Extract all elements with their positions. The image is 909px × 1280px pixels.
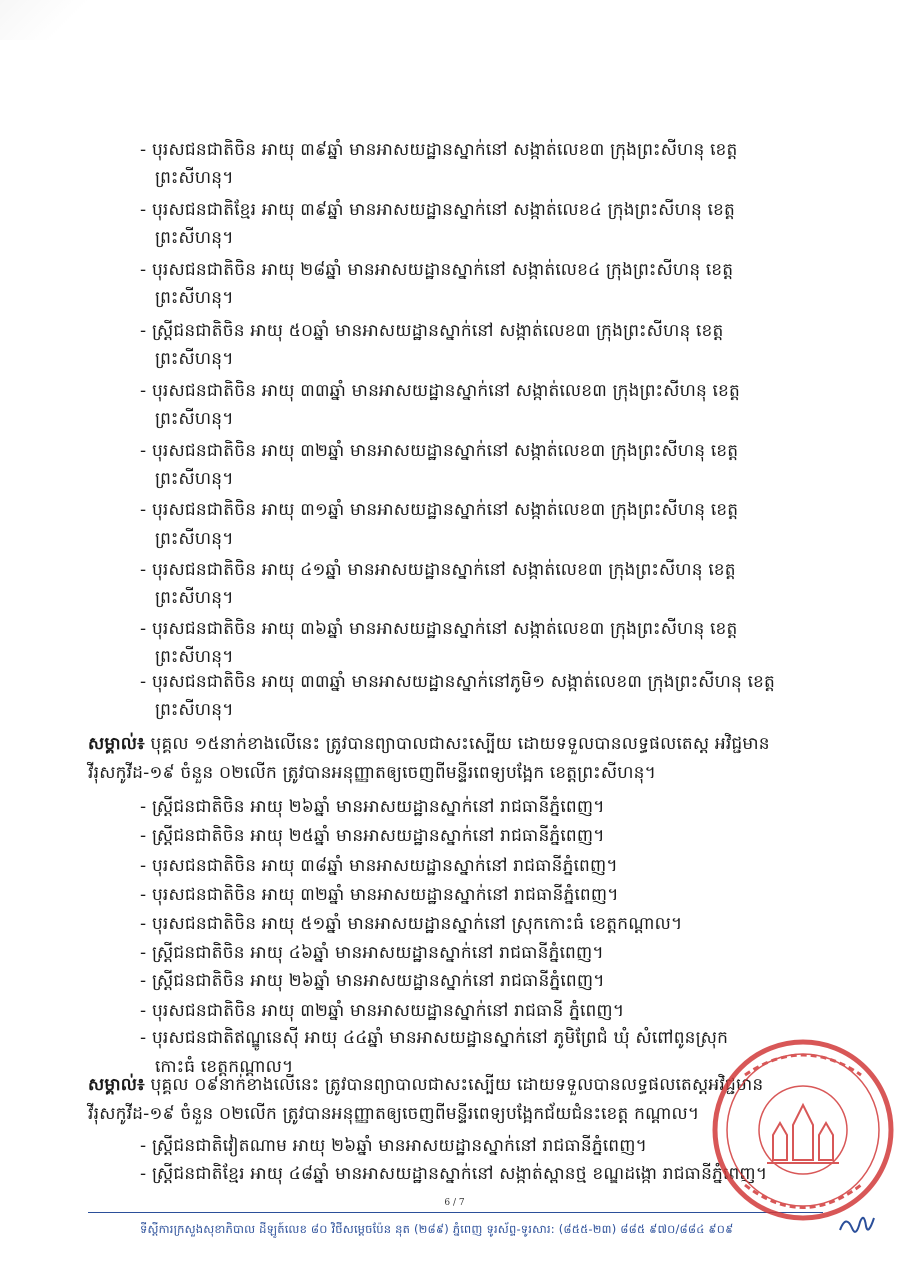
line-text: - បុរសជនជាតិចិន អាយុ ៣៦ឆ្នាំ មានអាសយដ្ឋានស្នាក់នៅ សង្កាត់លេខ៣ ក្រុងព្រះសីហនុ ខេត្ត — [140, 619, 738, 639]
line-text: បុគ្គល ០៩នាក់ខាងលើនេះ ត្រូវបានព្យាបាលជាសះស្បើយ ដោយទទួលបានលទ្ធផលតេស្តអវិជ្ជមាន — [144, 1075, 764, 1095]
text-line — [140, 441, 738, 461]
line-text: ព្រះសីហនុ។ — [155, 349, 234, 369]
line-text: វីរុសកូវីដ-១៩ ចំនួន ០២លើក ត្រូវបានអនុញ្ញាតឲ្យចេញពីមន្ទីរពេទ្យបង្អែក ខេត្តព្រះសីហនុ។ — [88, 763, 656, 783]
text-line — [140, 672, 775, 692]
text-line — [88, 1104, 699, 1124]
line-text: - បុរសជនជាតិចិន អាយុ ៣២ឆ្នាំ មានអាសយដ្ឋានស្នាក់នៅ សង្កាត់លេខ៣ ក្រុងព្រះសីហនុ ខេត្ត — [140, 441, 739, 461]
line-text: - ស្ត្រីជនជាតិចិន អាយុ ៤៦ឆ្នាំ មានអាសយដ្ឋានស្នាក់នៅ រាជធានីភ្នំពេញ។ — [140, 943, 604, 963]
text-line — [155, 647, 234, 667]
text-line — [140, 381, 740, 401]
text-line — [140, 140, 737, 160]
text-line — [88, 763, 656, 783]
line-text: បុគ្គល ១៥នាក់ខាងលើនេះ ត្រូវបានព្យាបាលជាសះស្បើយ ដោយទទួលបានលទ្ធផលតេស្ត អវិជ្ជមាន — [144, 734, 770, 754]
line-text: វីរុសកូវីដ-១៩ ចំនួន ០២លើក ត្រូវបានអនុញ្ញាតឲ្យចេញពីមន្ទីរពេទ្យបង្អែកជ័យជំនះខេត្ត កណ្ដាល។ — [88, 1104, 700, 1124]
text-line — [140, 619, 737, 639]
text-line — [140, 500, 738, 520]
line-text: - បុរសជនជាតិចិន អាយុ ៣២ឆ្នាំ មានអាសយដ្ឋានស្នាក់នៅ រាជធានីភ្នំពេញ។ — [140, 885, 619, 905]
text-line — [140, 797, 605, 817]
line-text: ព្រះសីហនុ។ — [155, 409, 234, 429]
line-text: - បុរសជនជាតិខ្មែរ អាយុ ៣៩ឆ្នាំ មានអាសយដ្ឋានស្នាក់នៅ សង្កាត់លេខ៤ ក្រុងព្រះសីហនុ ខេត្ត — [140, 200, 735, 220]
text-line — [140, 1136, 647, 1156]
text-line — [140, 971, 605, 991]
text-line — [155, 469, 234, 489]
text-line — [155, 1057, 293, 1077]
page-number: 6 / 7 — [444, 1198, 465, 1208]
line-text: ព្រះសីហនុ។ — [155, 588, 234, 608]
line-text: - បុរសជនជាតិចិន អាយុ ៣១ឆ្នាំ មានអាសយដ្ឋានស្នាក់នៅ សង្កាត់លេខ៣ ក្រុងព្រះសីហនុ ខេត្ត — [140, 500, 739, 520]
line-text: ព្រះសីហនុ។ — [155, 700, 234, 720]
line-text: - ស្ត្រីជនជាតិចិន អាយុ ២៦ឆ្នាំ មានអាសយដ្ឋានស្នាក់នៅ រាជធានីភ្នំពេញ។ — [140, 971, 605, 991]
signature-icon — [836, 1210, 876, 1244]
text-line — [140, 885, 619, 905]
scan-artifact — [0, 0, 90, 40]
text-line — [140, 856, 618, 876]
text-line — [155, 228, 234, 248]
line-text: - បុរសជនជាតិចិន អាយុ ៣៣ឆ្នាំ មានអាសយដ្ឋានស្នាក់នៅភូមិ១ សង្កាត់លេខ៣ ក្រុងព្រះសីហនុ ខេត្ត — [140, 672, 775, 692]
text-line — [140, 943, 604, 963]
text-line — [155, 700, 234, 720]
line-text: - បុរសជនជាតិចិន អាយុ ៣២ឆ្នាំ មានអាសយដ្ឋានស្នាក់នៅ រាជធានី ភ្នំពេញ។ — [140, 1001, 625, 1021]
line-text: - បុរសជនជាតិចិន អាយុ ២៨ឆ្នាំ មានអាសយដ្ឋានស្នាក់នៅ សង្កាត់លេខ៤ ក្រុងព្រះសីហនុ ខេត្ត — [140, 260, 734, 280]
text-line — [155, 588, 234, 608]
text-line — [140, 1028, 728, 1048]
line-text: - ស្ត្រីជនជាតិចិន អាយុ ២៦ឆ្នាំ មានអាសយដ្ឋានស្នាក់នៅ រាជធានីភ្នំពេញ។ — [140, 797, 605, 817]
line-text: ព្រះសីហនុ។ — [155, 529, 234, 549]
line-text: - ស្ត្រីជនជាតិខ្មែរ អាយុ ៤៨ឆ្នាំ មានអាសយដ្ឋានស្នាក់នៅ សង្កាត់ស្ពានថ្ម ខណ្ឌដង្កោ រាជធានីភ្នំពេញ។ — [140, 1164, 768, 1184]
line-text: ព្រះសីហនុ។ — [155, 168, 234, 188]
footer-address: ទីស្តីការក្រសួងសុខាភិបាល ដីឡូត៍លេខ ៨០ វិថីសម្ដេចប៉ែន នុត (២៨៩) ភ្នំពេញ ទូរស័ព្ទ-ទូរសារ: (៨៥៥-២៣) ៨៨៥ ៩៧០/៨៨៤ ៩០៩ — [140, 1222, 734, 1236]
official-seal-icon — [685, 1035, 909, 1235]
text-line — [155, 349, 234, 369]
text-line — [155, 529, 234, 549]
text-line — [140, 321, 723, 341]
note-label: សម្គាល់៖ — [88, 1075, 145, 1095]
line-text: - ស្ត្រីជនជាតិចិន អាយុ ៥០ឆ្នាំ មានអាសយដ្ឋានស្នាក់នៅ សង្កាត់លេខ៣ ក្រុងព្រះសីហនុ ខេត្ត — [140, 321, 724, 341]
line-text: - បុរសជនជាតិចិន អាយុ ៥១ឆ្នាំ មានអាសយដ្ឋានស្នាក់នៅ ស្រុកកោះធំ ខេត្តកណ្ដាល។ — [140, 914, 683, 934]
line-text: - បុរសជនជាតិចិន អាយុ ៣៩ឆ្នាំ មានអាសយដ្ឋានស្នាក់នៅ សង្កាត់លេខ៣ ក្រុងព្រះសីហនុ ខេត្ត — [140, 140, 738, 160]
text-line — [140, 200, 735, 220]
text-line — [155, 409, 234, 429]
text-line — [140, 914, 682, 934]
line-text: ព្រះសីហនុ។ — [155, 288, 234, 308]
text-line — [140, 1164, 767, 1184]
text-line — [140, 560, 736, 580]
line-text: - បុរសជនជាតិចិន អាយុ ៤១ឆ្នាំ មានអាសយដ្ឋានស្នាក់នៅ សង្កាត់លេខ៣ ក្រុងព្រះសីហនុ ខេត្ត — [140, 560, 736, 580]
text-line — [140, 826, 605, 846]
note-line — [88, 734, 770, 754]
line-text: - ស្ត្រីជនជាតិវៀតណាម អាយុ ២៦ឆ្នាំ មានអាសយដ្ឋានស្នាក់នៅ រាជធានីភ្នំពេញ។ — [140, 1136, 648, 1156]
text-line — [140, 1001, 624, 1021]
line-text: ព្រះសីហនុ។ — [155, 647, 234, 667]
line-text: ព្រះសីហនុ។ — [155, 469, 234, 489]
text-line — [155, 288, 234, 308]
note-line — [88, 1075, 763, 1095]
line-text: កោះធំ ខេត្តកណ្ដាល។ — [155, 1057, 294, 1077]
line-text: - បុរសជនជាតិឥណ្ឌូនេស៊ី អាយុ ៤៤ឆ្នាំ មានអាសយដ្ឋានស្នាក់នៅ ភូមិព្រែជំ ឃុំ សំពៅពូនស្រុក — [140, 1028, 729, 1048]
line-text: - ស្ត្រីជនជាតិចិន អាយុ ២៥ឆ្នាំ មានអាសយដ្ឋានស្នាក់នៅ រាជធានីភ្នំពេញ។ — [140, 826, 605, 846]
text-line — [140, 260, 733, 280]
note-label: សម្គាល់៖ — [88, 734, 145, 754]
text-line — [155, 168, 234, 188]
line-text: ព្រះសីហនុ។ — [155, 228, 234, 248]
line-text: - បុរសជនជាតិចិន អាយុ ៣៨ឆ្នាំ មានអាសយដ្ឋានស្នាក់នៅ រាជធានីភ្នំពេញ។ — [140, 856, 618, 876]
line-text: - បុរសជនជាតិចិន អាយុ ៣៣ឆ្នាំ មានអាសយដ្ឋានស្នាក់នៅ សង្កាត់លេខ៣ ក្រុងព្រះសីហនុ ខេត្ត — [140, 381, 740, 401]
